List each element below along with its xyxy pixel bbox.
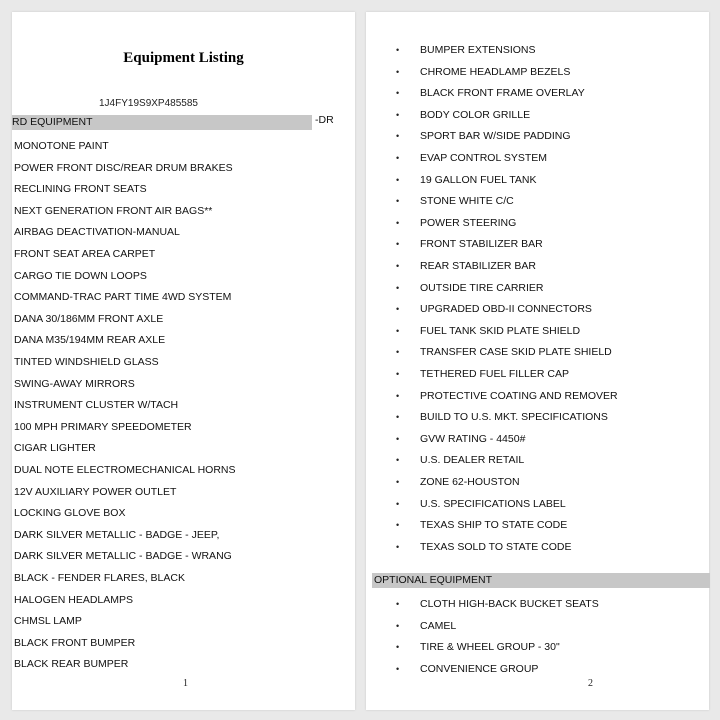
list-item: [396, 619, 456, 633]
document-page-1: [12, 12, 355, 710]
list-item-label: FUEL TANK SKID PLATE SHIELD: [420, 324, 581, 337]
list-item: [396, 86, 585, 100]
list-item-label: BUILD TO U.S. MKT. SPECIFICATIONS: [420, 411, 608, 424]
list-item-label: POWER FRONT DISC/REAR DRUM BRAKES: [14, 161, 233, 174]
bullet-icon: •: [396, 390, 400, 401]
bullet-icon: •: [396, 433, 400, 444]
list-item-label: NEXT GENERATION FRONT AIR BAGS**: [14, 204, 213, 217]
vin-number: 1J4FY19S9XP485585: [99, 98, 198, 109]
list-item: [396, 129, 571, 143]
list-item: [14, 657, 128, 671]
bullet-icon: •: [396, 282, 400, 293]
bullet-icon: •: [396, 642, 400, 652]
list-item: [14, 506, 125, 520]
list-item-label: TIRE & WHEEL GROUP - 30": [420, 641, 560, 653]
list-item-label: POWER STEERING: [420, 216, 517, 229]
list-item-label: CARGO TIE DOWN LOOPS: [14, 269, 147, 282]
optional-equipment-header: OPTIONAL EQUIPMENT: [372, 573, 710, 588]
list-item-label: UPGRADED OBD-II CONNECTORS: [420, 303, 592, 316]
list-item-label: HALOGEN HEADLAMPS: [14, 593, 134, 606]
list-item: [396, 367, 569, 381]
list-item: [396, 65, 570, 79]
list-item-label: PROTECTIVE COATING AND REMOVER: [420, 389, 618, 402]
list-item: [396, 194, 514, 208]
list-item: [396, 216, 516, 230]
standard-equipment-header-suffix: -DR: [315, 114, 334, 126]
list-item-label: ZONE 62-HOUSTON: [420, 476, 520, 488]
bullet-icon: •: [396, 261, 400, 271]
page-number: 2: [588, 678, 593, 689]
list-item: [396, 108, 530, 122]
bullet-icon: •: [396, 109, 400, 120]
list-item: [14, 441, 96, 455]
list-item-label: CHMSL LAMP: [14, 615, 82, 628]
list-item: [396, 324, 580, 338]
list-item-label: BLACK FRONT FRAME OVERLAY: [420, 87, 585, 100]
list-item: [396, 281, 544, 295]
list-item: [396, 43, 536, 57]
bullet-icon: •: [396, 412, 400, 423]
list-item: [14, 269, 147, 283]
list-item: [14, 377, 135, 391]
list-item: [14, 614, 82, 628]
list-item: [14, 139, 109, 153]
list-item-label: SWING-AWAY MIRRORS: [14, 377, 135, 390]
list-item-label: 100 MPH PRIMARY SPEEDOMETER: [14, 420, 192, 433]
bullet-icon: •: [396, 174, 400, 185]
list-item-label: LOCKING GLOVE BOX: [14, 507, 126, 520]
list-item-label: CIGAR LIGHTER: [14, 442, 96, 455]
list-item: [396, 475, 520, 489]
list-item-label: DARK SILVER METALLIC - BADGE - WRANG: [14, 550, 232, 563]
list-item: [14, 312, 163, 326]
list-item-label: RECLINING FRONT SEATS: [14, 183, 147, 196]
list-item-label: DANA M35/194MM REAR AXLE: [14, 334, 166, 347]
list-item: [396, 237, 543, 251]
standard-equipment-header: RD EQUIPMENT: [12, 115, 312, 130]
bullet-icon: •: [396, 541, 400, 552]
bullet-icon: •: [396, 239, 400, 250]
list-item: [396, 302, 592, 316]
list-item: [14, 485, 176, 499]
list-item: [396, 662, 538, 676]
list-item: [396, 389, 618, 403]
list-item: [14, 549, 232, 563]
list-item: [14, 593, 133, 607]
bullet-icon: •: [396, 304, 400, 315]
list-item: [14, 398, 178, 412]
list-item-label: TINTED WINDSHIELD GLASS: [14, 356, 159, 368]
list-item-label: COMMAND-TRAC PART TIME 4WD SYSTEM: [14, 291, 232, 304]
page-number: 1: [183, 678, 188, 689]
list-item: [14, 204, 212, 218]
list-item-label: INSTRUMENT CLUSTER W/TACH: [14, 399, 179, 412]
list-item-label: U.S. SPECIFICATIONS LABEL: [420, 497, 566, 510]
list-item: [396, 453, 524, 467]
list-item-label: REAR STABILIZER BAR: [420, 260, 536, 272]
list-item-label: CONVENIENCE GROUP: [420, 662, 539, 675]
list-item-label: DARK SILVER METALLIC - BADGE - JEEP,: [14, 528, 220, 541]
list-item: [396, 345, 612, 359]
bullet-icon: •: [396, 520, 400, 531]
bullet-icon: •: [396, 325, 400, 336]
list-item-label: STONE WHITE C/C: [420, 195, 514, 208]
list-item-label: 12V AUXILIARY POWER OUTLET: [14, 485, 177, 498]
list-item-label: OUTSIDE TIRE CARRIER: [420, 281, 544, 294]
list-item: [14, 355, 159, 369]
list-item-label: U.S. DEALER RETAIL: [420, 454, 525, 467]
list-item-label: BODY COLOR GRILLE: [420, 108, 531, 121]
list-item-label: BUMPER EXTENSIONS: [420, 44, 536, 56]
list-item: [14, 420, 192, 434]
bullet-icon: •: [396, 455, 400, 466]
page-title: Equipment Listing: [123, 50, 244, 66]
list-item-label: CLOTH HIGH-BACK BUCKET SEATS: [420, 598, 599, 610]
list-item-label: GVW RATING - 4450#: [420, 432, 526, 445]
bullet-icon: •: [396, 599, 400, 609]
list-item-label: TRANSFER CASE SKID PLATE SHIELD: [420, 346, 612, 359]
bullet-icon: •: [396, 498, 400, 509]
bullet-icon: •: [396, 369, 400, 379]
list-item-label: BLACK - FENDER FLARES, BLACK: [14, 572, 185, 584]
list-item: [396, 497, 566, 511]
list-item-label: CHROME HEADLAMP BEZELS: [420, 65, 571, 78]
list-item: [14, 463, 236, 477]
list-item: [396, 173, 537, 187]
list-item-label: BLACK FRONT BUMPER: [14, 636, 136, 649]
list-item-label: MONOTONE PAINT: [14, 140, 109, 152]
bullet-icon: •: [396, 347, 400, 358]
list-item: [396, 518, 567, 532]
list-item-label: SPORT BAR W/SIDE PADDING: [420, 130, 571, 143]
list-item-label: FRONT SEAT AREA CARPET: [14, 248, 156, 260]
list-item-label: TEXAS SOLD TO STATE CODE: [420, 540, 572, 553]
bullet-icon: •: [396, 153, 400, 163]
bullet-icon: •: [396, 477, 400, 487]
bullet-icon: •: [396, 131, 400, 142]
list-item: [14, 247, 155, 261]
bullet-icon: •: [396, 620, 400, 631]
bullet-icon: •: [396, 45, 400, 55]
document-page-2: [366, 12, 709, 710]
list-item-label: EVAP CONTROL SYSTEM: [420, 152, 547, 164]
list-item: [396, 432, 525, 446]
list-item: [396, 151, 547, 165]
list-item: [14, 636, 135, 650]
list-item: [14, 571, 185, 585]
list-item: [396, 640, 560, 654]
list-item: [14, 225, 180, 239]
list-item-label: DANA 30/186MM FRONT AXLE: [14, 312, 164, 325]
bullet-icon: •: [396, 663, 400, 674]
list-item-label: AIRBAG DEACTIVATION-MANUAL: [14, 226, 180, 239]
list-item-label: CAMEL: [420, 619, 457, 632]
list-item-label: DUAL NOTE ELECTROMECHANICAL HORNS: [14, 464, 236, 476]
bullet-icon: •: [396, 88, 400, 99]
bullet-icon: •: [396, 196, 400, 207]
bullet-icon: •: [396, 66, 400, 77]
list-item-label: 19 GALLON FUEL TANK: [420, 173, 537, 186]
list-item-label: TEXAS SHIP TO STATE CODE: [420, 519, 568, 532]
list-item: [14, 290, 231, 304]
bullet-icon: •: [396, 217, 400, 228]
list-item: [396, 597, 599, 611]
list-item-label: BLACK REAR BUMPER: [14, 658, 129, 671]
list-item: [14, 161, 233, 175]
list-item-label: FRONT STABILIZER BAR: [420, 238, 543, 251]
list-item: [14, 528, 219, 542]
list-item-label: TETHERED FUEL FILLER CAP: [420, 368, 569, 380]
list-item: [14, 333, 165, 347]
list-item: [396, 259, 536, 273]
list-item: [396, 540, 572, 554]
list-item: [396, 410, 608, 424]
list-item: [14, 182, 147, 196]
